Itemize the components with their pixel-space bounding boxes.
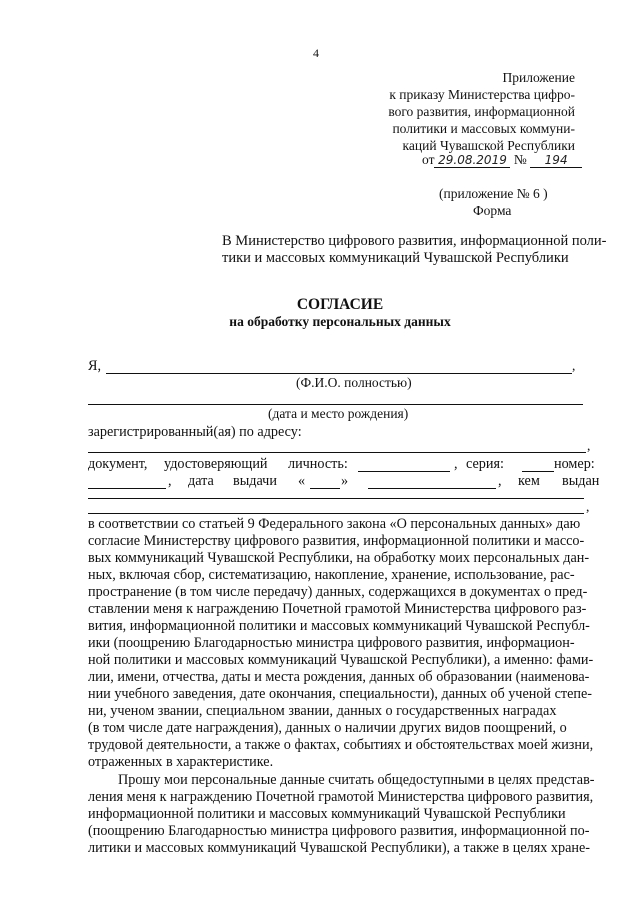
paragraph-line: вития, информационной политики и массовых коммуникаций Чувашской Республ- (88, 618, 590, 634)
order-date-line (422, 152, 582, 168)
series-field[interactable] (522, 456, 554, 472)
paragraph-line: вых коммуникаций Чувашской Республики, на обработку моих персональных дан- (88, 550, 590, 566)
number-label: № (513, 152, 527, 167)
doc-number-field[interactable] (88, 473, 166, 489)
paragraph-line: отраженных в характеристике. (88, 754, 274, 770)
document-subtitle: на обработку персональных данных (229, 314, 451, 329)
addressee-line: тики и массовых коммуникаций Чувашской Республики (222, 250, 569, 266)
birth-field[interactable] (88, 404, 583, 405)
doc-type-field[interactable] (358, 456, 450, 472)
appendix-line: к приказу Министерства цифро- (389, 87, 575, 102)
issued-word: выдан (562, 473, 600, 489)
paragraph-line: ставлении меня к награждению Почетной грамотой Министерства цифрового раз- (88, 601, 587, 617)
series-label: серия: (466, 456, 504, 472)
address-field[interactable] (88, 452, 586, 453)
paragraph-line: согласие Министерству цифрового развития, информационной политики и массо- (88, 533, 585, 549)
document-row: документ, удостоверяющий личность: , серия: номер: (88, 456, 595, 472)
fio-field[interactable] (106, 373, 572, 374)
comma: , (586, 499, 590, 514)
paragraph-line: ных, включая сбор, систематизацию, накопление, хранение, использование, рас- (88, 567, 575, 583)
i-label: Я, (88, 358, 102, 374)
paragraph-line: ни, ученом звании, специальном звании, данных о государственных наградах (88, 703, 557, 719)
paragraph-line: ления меня к награждению Почетной грамотой Министерства цифрового развития, (88, 789, 594, 805)
order-number-handwritten: 194 (530, 153, 582, 168)
addressee-line: В Министерство цифрового развития, информационной поли- (222, 233, 607, 249)
from-prefix: от (422, 152, 435, 167)
paragraph-line: пространение (в том числе передачу) данных, содержащихся в документах о пред- (88, 584, 588, 600)
issuer-field[interactable] (88, 498, 584, 499)
comma: , (587, 438, 591, 453)
issue-day-field[interactable] (310, 473, 340, 489)
page-number: 4 (313, 46, 319, 60)
appendix-line: вого развития, информационной (388, 104, 575, 119)
paragraph-line: лии, имени, отчества, даты и места рождения, данных об образовании (наименова- (88, 669, 590, 685)
order-date-handwritten: 29.08.2019 (434, 153, 510, 168)
quote-close: » (341, 473, 349, 489)
paragraph-line: ной политики и массовых коммуникаций Чувашской Республики), а именно: фами- (88, 652, 594, 668)
paragraph-line: (поощрению Благодарностью министра цифрового развития, информационной по- (88, 823, 590, 839)
paragraph-line: литики и массовых коммуникаций Чувашской Республики), а также в целях хране- (88, 840, 590, 856)
issued-word: выдачи (233, 473, 277, 489)
comma: , (572, 358, 576, 373)
quote-open: « (298, 473, 306, 489)
doc-word: документ, (88, 456, 148, 472)
doc-word: удостоверяющий (164, 456, 268, 472)
paragraph-line: в соответствии со статьей 9 Федерального закона «О персональных данных» даю (88, 516, 581, 532)
paragraph-line: нии учебного заведения, дате окончания, специальности), данных об ученой степе- (88, 686, 592, 702)
issued-word: дата (188, 473, 214, 489)
document-title: СОГЛАСИЕ (296, 296, 384, 313)
number-label: номер: (554, 456, 595, 472)
fio-caption: (Ф.И.О. полностью) (296, 375, 412, 390)
appendix-line: Приложение (502, 70, 575, 85)
doc-word: личность: (288, 456, 348, 472)
birth-caption: (дата и место рождения) (268, 406, 409, 421)
appendix-line: политики и массовых коммуни- (392, 121, 575, 136)
issuer-field-2[interactable] (88, 513, 584, 514)
issued-row: , дата выдачи « » , кем выдан (88, 473, 598, 493)
issued-word: кем (518, 473, 540, 489)
address-label: зарегистрированный(ая) по адресу: (88, 424, 302, 440)
form-label: Форма (473, 203, 512, 218)
paragraph-line: Прошу мои персональные данные считать общедоступными в целях представ- (118, 772, 595, 788)
paragraph-line: (в том числе дате награждения), данных о наличии других видов поощрений, о (88, 720, 567, 736)
paragraph-line: информационной политики и массовых коммуникаций Чувашской Республики (88, 806, 566, 822)
paragraph-line: трудовой деятельности, а также о фактах, событиях и обстоятельствах моей жизни, (88, 737, 594, 753)
appendix-line: каций Чувашской Республики (402, 138, 575, 153)
issue-month-year-field[interactable] (368, 473, 496, 489)
annex-label: (приложение № 6 ) (439, 186, 548, 201)
paragraph-line: ики (поощрению Благодарностью министра цифрового развития, информацион- (88, 635, 575, 651)
